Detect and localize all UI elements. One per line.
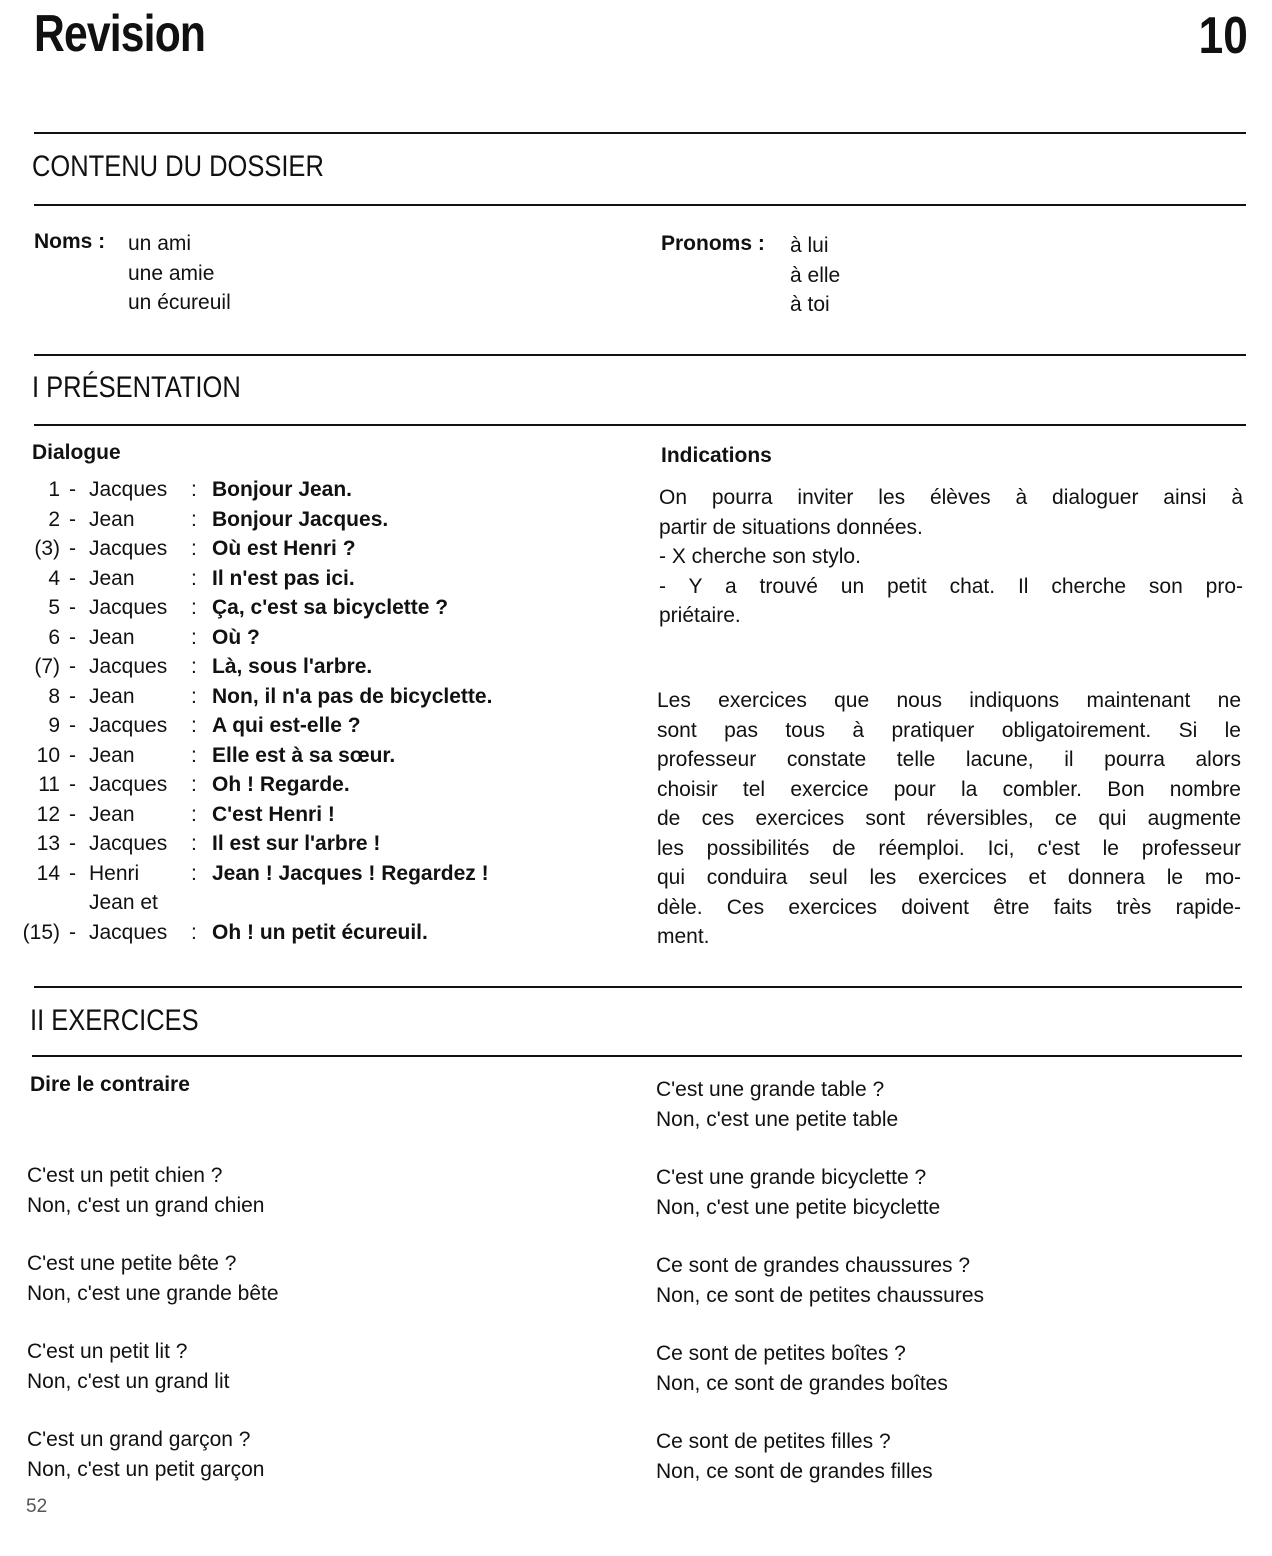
divider (34, 354, 1246, 356)
dialogue-dash: - (69, 507, 76, 531)
dialogue-dash: - (69, 684, 76, 708)
pronoms-block (661, 232, 765, 256)
noms-list (128, 229, 231, 318)
dialogue-text: Bonjour Jean. (212, 478, 353, 501)
dialogue-colon: : (191, 832, 197, 855)
dialogue-text: Où est Henri ? (212, 537, 356, 560)
exercise-pair (656, 1427, 984, 1486)
dialogue-text: Elle est à sa sœur. (212, 743, 396, 767)
dialogue-colon: : (191, 684, 197, 708)
noms-item: un ami (128, 232, 192, 255)
dialogue-colon: : (191, 566, 197, 590)
dialogue-line-number: 9 (48, 714, 60, 737)
dialogue-text: Il n'est pas ici. (212, 566, 355, 590)
exercise-pair (656, 1075, 984, 1134)
dialogue-speaker: Jacques (89, 596, 168, 619)
dialogue-text: C'est Henri ! (212, 802, 335, 826)
dialogue-text: Ça, c'est sa bicyclette ? (212, 596, 449, 619)
dialogue-line-number: 1 (48, 478, 60, 501)
dialogue-line-number: 5 (48, 596, 60, 619)
exercise-pair (656, 1251, 984, 1310)
exercise-subheading: Dire le contraire (30, 1073, 190, 1096)
section-heading-exercices: II EXERCICES (30, 1004, 199, 1037)
divider (34, 986, 1242, 988)
dialogue-colon: : (191, 596, 197, 619)
dialogue-speaker: Jacques (89, 920, 168, 944)
exercise-question: C'est un petit lit ? (27, 1340, 188, 1363)
dialogue-colon: : (191, 773, 197, 796)
note-line: ment. (657, 925, 710, 948)
page-number: 52 (26, 1496, 48, 1517)
note-line: choisir tel exercice pour la combler. Bon nombre (657, 777, 1241, 801)
exercise-answer: Non, ce sont de grandes filles (656, 1459, 933, 1483)
dialogue-speaker: Jean (89, 743, 135, 767)
exercise-pair (656, 1339, 984, 1398)
dialogue-colon: : (191, 920, 197, 944)
exercise-pair (656, 1163, 984, 1222)
dialogue-colon: : (191, 861, 197, 885)
indications-line: priétaire. (659, 604, 741, 627)
dialogue-colon: : (191, 507, 197, 531)
pronoms-item: à elle (790, 263, 841, 287)
exercise-question: C'est une grande bicyclette ? (656, 1166, 927, 1189)
noms-label: Noms : (34, 230, 106, 253)
dialogue-text: Oh ! un petit écureuil. (212, 920, 428, 944)
noms-item: un écureuil (128, 291, 231, 314)
dialogue-text: Oh ! Regarde. (212, 773, 350, 796)
noms-item: une amie (128, 261, 215, 285)
note-line: les possibilités de réemploi. Ici, c'est le professeur (657, 836, 1241, 860)
dialogue-text: Bonjour Jacques. (212, 507, 389, 531)
divider (34, 132, 1246, 134)
dialogue-speaker: Jacques (89, 714, 168, 737)
indications-text (659, 483, 1243, 631)
note-line: Les exercices que nous indiquons maintenant ne (657, 689, 1241, 712)
dialogue-dash: - (69, 920, 76, 944)
exercise-answer: Non, c'est un grand lit (27, 1369, 230, 1393)
exercise-question: C'est un petit chien ? (27, 1164, 223, 1187)
dialogue-colon: : (191, 802, 197, 826)
dialogue-list (14, 478, 614, 958)
exercise-answer: Non, ce sont de grandes boîtes (656, 1371, 948, 1395)
note-line: professeur constate telle lacune, il pourra alors (657, 748, 1241, 771)
exercise-left-column (27, 1161, 279, 1484)
exercise-pair (27, 1161, 279, 1220)
exercise-answer: Non, c'est une grande bête (27, 1281, 279, 1305)
dialogue-line-number: 6 (48, 625, 60, 649)
page-title: Revision (34, 5, 206, 63)
dialogue-dash: - (69, 802, 76, 826)
dialogue-speaker: Jacques (89, 655, 168, 678)
exercise-answer: Non, c'est un petit garçon (27, 1457, 265, 1481)
exercise-right-column (656, 1075, 984, 1486)
indications-line: - Y a trouvé un petit chat. Il cherche son pro- (659, 574, 1243, 598)
dialogue-dash: - (69, 566, 76, 590)
dialogue-dash: - (69, 478, 76, 501)
dialogue-speaker: Jean et (89, 891, 158, 914)
exercise-answer: Non, c'est un grand chien (27, 1193, 265, 1217)
dialogue-dash: - (69, 743, 76, 767)
exercise-question: Ce sont de grandes chaussures ? (656, 1254, 971, 1277)
dialogue-speaker: Jacques (89, 832, 168, 855)
exercise-pair (27, 1337, 279, 1396)
dialogue-text: Où ? (212, 625, 260, 649)
section-heading-presentation: I PRÉSENTATION (32, 371, 241, 404)
dialogue-colon: : (191, 655, 197, 678)
dialogue-line-number: 10 (36, 743, 60, 767)
dialogue-colon: : (191, 478, 197, 501)
dialogue-speaker: Henri (89, 861, 140, 885)
section-heading-contenu: CONTENU DU DOSSIER (32, 150, 324, 183)
dialogue-colon: : (191, 625, 197, 649)
pronoms-label: Pronoms : (661, 232, 765, 255)
dialogue-dash: - (69, 655, 76, 678)
dialogue-dash: - (69, 773, 76, 796)
exercise-question: Ce sont de petites filles ? (656, 1430, 891, 1453)
exercise-answer: Non, c'est une petite table (656, 1107, 899, 1131)
dialogue-line-number: (15) (22, 920, 60, 944)
divider (32, 1055, 1242, 1057)
dialogue-speaker: Jean (89, 802, 135, 826)
dialogue-dash: - (69, 714, 76, 737)
noms-block (34, 230, 105, 254)
exercise-pair (27, 1249, 279, 1308)
indications-label: Indications (661, 444, 772, 467)
exercise-question: C'est une grande table ? (656, 1078, 885, 1101)
exercise-question: Ce sont de petites boîtes ? (656, 1342, 906, 1365)
indications-line: partir de situations données. (659, 515, 923, 539)
dialogue-line-number: 2 (48, 507, 60, 531)
dialogue-line-number: 11 (38, 773, 60, 796)
dialogue-text: Non, il n'a pas de bicyclette. (212, 684, 493, 708)
exercise-answer: Non, c'est une petite bicyclette (656, 1195, 941, 1219)
dialogue-speaker: Jacques (89, 478, 168, 501)
dialogue-speaker: Jean (89, 566, 135, 590)
indications-line: - X cherche son stylo. (659, 545, 861, 568)
dialogue-dash: - (69, 537, 76, 560)
dialogue-dash: - (69, 832, 76, 855)
chapter-number: 10 (1198, 7, 1248, 65)
dialogue-line-number: 4 (48, 566, 60, 590)
note-line: dèle. Ces exercices doivent être faits très rapide- (657, 895, 1241, 919)
pronoms-list (790, 231, 840, 320)
dialogue-line-number: 8 (48, 684, 60, 708)
dialogue-colon: : (191, 537, 197, 560)
indications-line: On pourra inviter les élèves à dialoguer ainsi à (659, 486, 1243, 509)
dialogue-label: Dialogue (32, 441, 121, 464)
exercise-question: C'est une petite bête ? (27, 1252, 237, 1275)
dialogue-speaker: Jean (89, 507, 135, 531)
dialogue-speaker: Jean (89, 625, 135, 649)
pronoms-item: à toi (790, 293, 830, 316)
exercise-answer: Non, ce sont de petites chaussures (656, 1283, 985, 1307)
dialogue-line-number: 14 (36, 861, 60, 885)
dialogue-line-number: (7) (34, 655, 60, 678)
exercise-pair (27, 1425, 279, 1484)
dialogue-colon: : (191, 714, 197, 737)
divider (34, 424, 1246, 426)
dialogue-text: Jean ! Jacques ! Regardez ! (212, 861, 489, 885)
dialogue-speaker: Jacques (89, 773, 168, 796)
note-line: qui conduira seul les exercices et donnera le mo- (657, 866, 1241, 889)
dialogue-dash: - (69, 625, 76, 649)
dialogue-colon: : (191, 743, 197, 767)
dialogue-line-number: 12 (36, 802, 60, 826)
dialogue-speaker: Jacques (89, 537, 168, 560)
pronoms-item: à lui (790, 234, 829, 257)
dialogue-text: Il est sur l'arbre ! (212, 832, 381, 855)
dialogue-dash: - (69, 861, 76, 885)
note-line: de ces exercices sont réversibles, ce qui augmente (657, 807, 1241, 830)
note-line: sont pas tous à pratiquer obligatoirement. Si le (657, 718, 1241, 742)
divider (34, 204, 1246, 206)
dialogue-text: A qui est-elle ? (212, 714, 361, 737)
dialogue-text: Là, sous l'arbre. (212, 655, 373, 678)
dialogue-dash: - (69, 596, 76, 619)
dialogue-speaker: Jean (89, 684, 135, 708)
dialogue-line-number: 13 (36, 832, 60, 855)
dialogue-line-number: (3) (34, 537, 60, 560)
exercise-question: C'est un grand garçon ? (27, 1428, 251, 1451)
exercices-note (657, 686, 1241, 952)
